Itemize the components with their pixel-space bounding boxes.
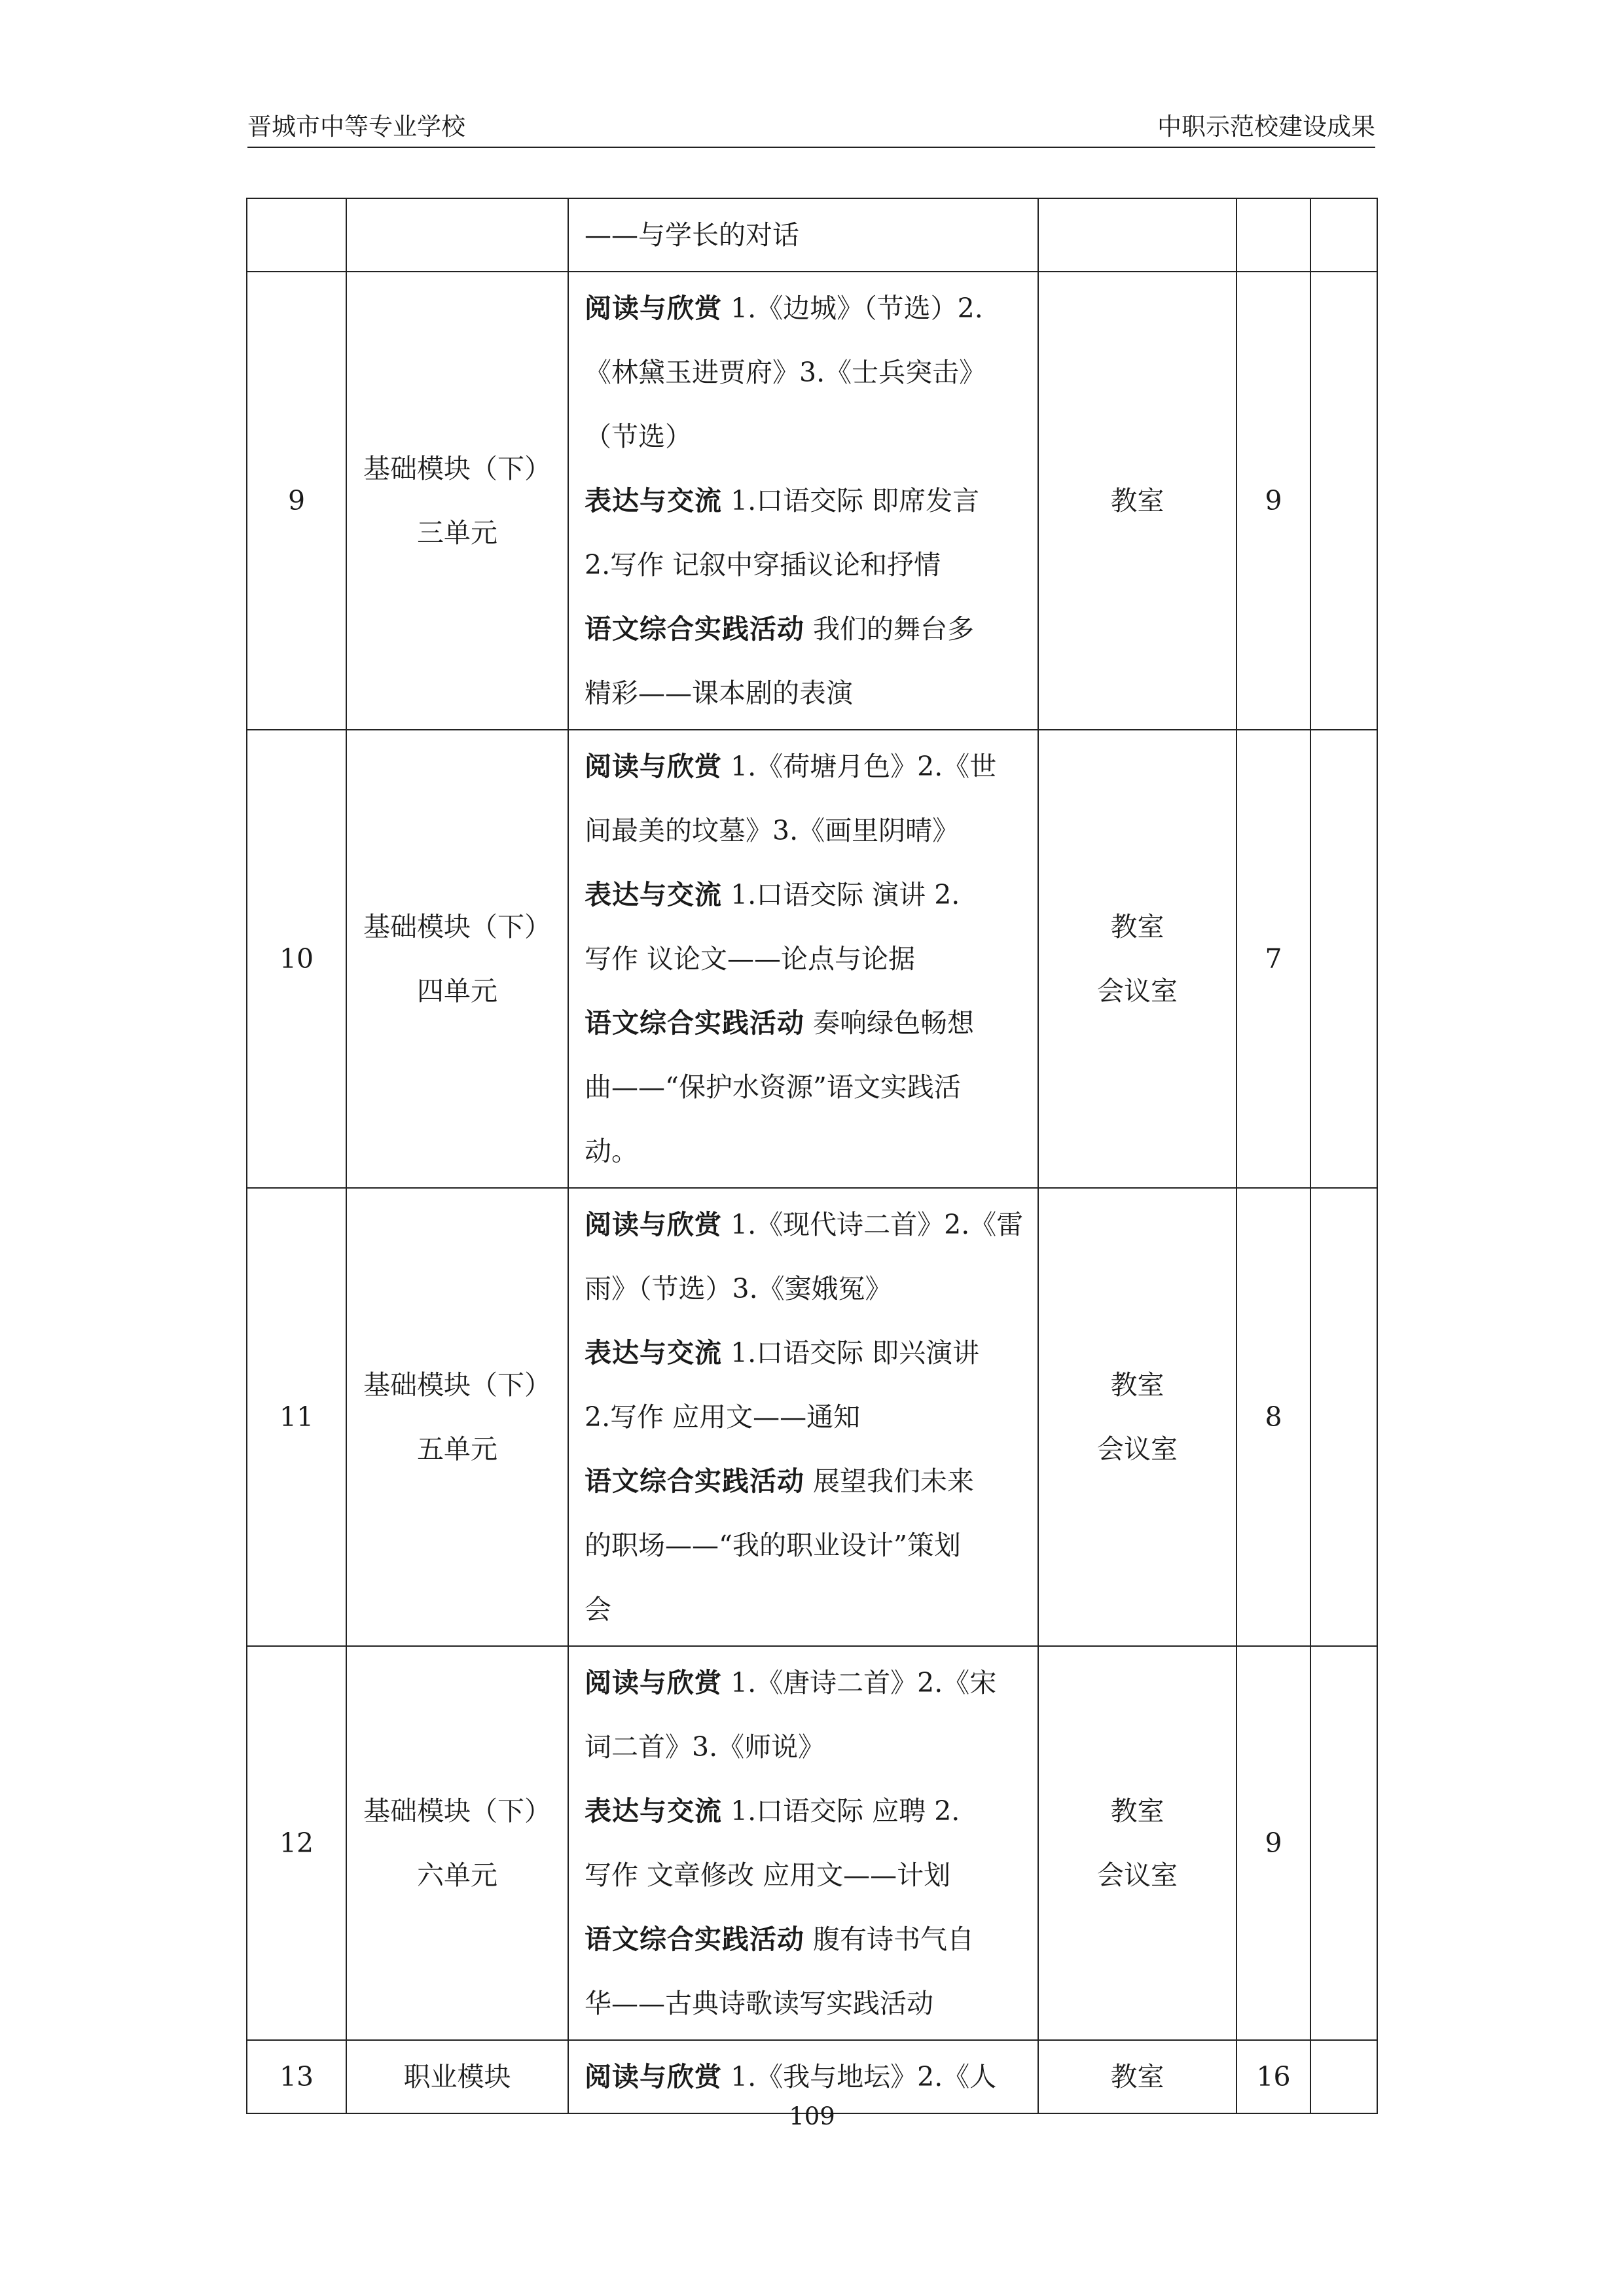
cell-content <box>568 272 1038 730</box>
content-line <box>585 2045 1023 2109</box>
page-number: 109 <box>789 2102 835 2130</box>
module-line: 五单元 <box>417 1433 497 1465</box>
content-line <box>585 1321 1023 1385</box>
content-text: 腹有诗书气自 <box>804 1924 975 1955</box>
cell-location <box>1038 1646 1236 2040</box>
cell-note <box>1310 730 1377 1188</box>
cell-note <box>1310 1188 1377 1646</box>
cell-location <box>1038 198 1236 272</box>
cell-hours: 7 <box>1236 730 1310 1188</box>
module-line: 基础模块（下） <box>363 1795 551 1827</box>
page-header <box>247 113 1375 148</box>
module-line: 基础模块（下） <box>363 453 551 484</box>
content-line <box>585 1971 1023 2036</box>
content-text: 会 <box>585 1594 611 1625</box>
content-text: 1.《我与地坛》2.《人 <box>722 2061 997 2092</box>
cell-module <box>346 198 568 272</box>
content-line <box>585 734 1023 798</box>
content-text: 奏响绿色畅想 <box>804 1007 975 1039</box>
content-line <box>585 1119 1023 1183</box>
header-school-name: 晋城市中等专业学校 <box>247 113 465 141</box>
cell-number: 10 <box>247 730 346 1188</box>
cell-number <box>247 198 346 272</box>
module-line: 三单元 <box>417 517 497 548</box>
cell-note <box>1310 1646 1377 2040</box>
content-text: 展望我们未来 <box>804 1465 975 1497</box>
content-text: 1.口语交际 应聘 2. <box>722 1795 960 1827</box>
content-text: 的职场——“我的职业设计”策划 <box>585 1530 961 1561</box>
content-text: 华——古典诗歌读写实践活动 <box>585 1988 933 2019</box>
module-line: 四单元 <box>417 975 497 1007</box>
header-document-title: 中职示范校建设成果 <box>1157 113 1375 141</box>
module-line: 六单元 <box>417 1859 497 1891</box>
content-text: 雨》（节选）3.《窦娥冤》 <box>585 1273 892 1304</box>
content-line <box>585 1907 1023 1971</box>
section-heading: 语文综合实践活动 <box>585 1924 804 1955</box>
cell-note <box>1310 272 1377 730</box>
content-text: ——与学长的对话 <box>585 219 799 251</box>
cell-number: 11 <box>247 1188 346 1646</box>
curriculum-table <box>246 198 1378 2114</box>
content-line <box>585 661 1023 725</box>
content-line <box>585 1651 1023 1715</box>
cell-module <box>346 1646 568 2040</box>
content-line <box>585 798 1023 863</box>
location-line: 教室 <box>1110 1369 1164 1401</box>
cell-hours: 9 <box>1236 1646 1310 2040</box>
cell-module <box>346 272 568 730</box>
table-row <box>247 1646 1377 2040</box>
content-text: 1.《边城》（节选）2. <box>722 293 983 324</box>
content-line <box>585 927 1023 991</box>
cell-note <box>1310 198 1377 272</box>
content-text: 写作 议论文——论点与论据 <box>585 943 916 975</box>
content-line <box>585 1055 1023 1119</box>
module-line: 基础模块（下） <box>363 1369 551 1401</box>
content-text: 写作 文章修改 应用文——计划 <box>585 1859 951 1891</box>
content-line <box>585 1193 1023 1257</box>
content-text: 1.《唐诗二首》2.《宋 <box>722 1667 997 1698</box>
content-line <box>585 1257 1023 1321</box>
section-heading: 表达与交流 <box>585 485 722 516</box>
content-text: 1.《荷塘月色》2.《世 <box>722 751 997 782</box>
section-heading: 表达与交流 <box>585 1795 722 1827</box>
cell-hours: 9 <box>1236 272 1310 730</box>
content-line <box>585 991 1023 1055</box>
section-heading: 阅读与欣赏 <box>585 2061 722 2092</box>
content-line <box>585 1385 1023 1449</box>
table-row <box>247 198 1377 272</box>
cell-hours <box>1236 198 1310 272</box>
location-line: 教室 <box>1110 911 1164 942</box>
section-heading: 阅读与欣赏 <box>585 1209 722 1240</box>
content-line <box>585 533 1023 597</box>
content-text: 《林黛玉进贾府》3.《士兵突击》 <box>585 357 986 388</box>
content-line <box>585 1779 1023 1843</box>
content-line <box>585 863 1023 927</box>
location-line: 教室 <box>1110 485 1164 516</box>
content-text: 精彩——课本剧的表演 <box>585 677 853 709</box>
location-line: 教室 <box>1110 2061 1164 2092</box>
content-line <box>585 1577 1023 1641</box>
content-text: （节选） <box>585 421 692 452</box>
module-line: 基础模块（下） <box>363 911 551 942</box>
content-line <box>585 276 1023 340</box>
table-row <box>247 1188 1377 1646</box>
cell-hours: 8 <box>1236 1188 1310 1646</box>
location-line: 会议室 <box>1097 1433 1178 1465</box>
cell-location <box>1038 272 1236 730</box>
section-heading: 阅读与欣赏 <box>585 1667 722 1698</box>
table-row <box>247 730 1377 1188</box>
content-text: 间最美的坟墓》3.《画里阴晴》 <box>585 815 960 846</box>
content-text: 词二首》3.《师说》 <box>585 1731 825 1763</box>
module-line: 职业模块 <box>403 2061 511 2092</box>
section-heading: 阅读与欣赏 <box>585 751 722 782</box>
content-line <box>585 1449 1023 1513</box>
content-line <box>585 1715 1023 1779</box>
section-heading: 表达与交流 <box>585 879 722 910</box>
content-line <box>585 404 1023 469</box>
content-text: 我们的舞台多 <box>804 613 975 645</box>
cell-number: 12 <box>247 1646 346 2040</box>
cell-location <box>1038 1188 1236 1646</box>
table-row <box>247 272 1377 730</box>
content-text: 曲——“保护水资源”语文实践活 <box>585 1071 961 1103</box>
content-text: 1.《现代诗二首》2.《雷 <box>722 1209 1024 1240</box>
content-line <box>585 1513 1023 1577</box>
content-text: 动。 <box>585 1136 638 1167</box>
content-text: 1.口语交际 演讲 2. <box>722 879 960 910</box>
cell-module <box>346 730 568 1188</box>
content-line <box>585 1843 1023 1907</box>
content-text: 2.写作 记叙中穿插议论和抒情 <box>585 549 941 581</box>
content-line <box>585 203 1023 267</box>
cell-content <box>568 1646 1038 2040</box>
content-text: 1.口语交际 即兴演讲 <box>722 1337 980 1369</box>
location-line: 会议室 <box>1097 1859 1178 1891</box>
section-heading: 表达与交流 <box>585 1337 722 1369</box>
cell-location <box>1038 730 1236 1188</box>
section-heading: 语文综合实践活动 <box>585 613 804 645</box>
location-line: 教室 <box>1110 1795 1164 1827</box>
content-line <box>585 597 1023 661</box>
cell-content <box>568 730 1038 1188</box>
content-line <box>585 469 1023 533</box>
content-text: 1.口语交际 即席发言 <box>722 485 980 516</box>
cell-content <box>568 1188 1038 1646</box>
section-heading: 语文综合实践活动 <box>585 1465 804 1497</box>
cell-module <box>346 1188 568 1646</box>
location-line: 会议室 <box>1097 975 1178 1007</box>
cell-content <box>568 198 1038 272</box>
cell-number: 9 <box>247 272 346 730</box>
curriculum-table-body <box>247 198 1377 2113</box>
section-heading: 阅读与欣赏 <box>585 293 722 324</box>
cell-hours: 16 <box>1236 2040 1310 2113</box>
cell-number: 13 <box>247 2040 346 2113</box>
content-text: 2.写作 应用文——通知 <box>585 1401 861 1433</box>
section-heading: 语文综合实践活动 <box>585 1007 804 1039</box>
content-line <box>585 340 1023 404</box>
